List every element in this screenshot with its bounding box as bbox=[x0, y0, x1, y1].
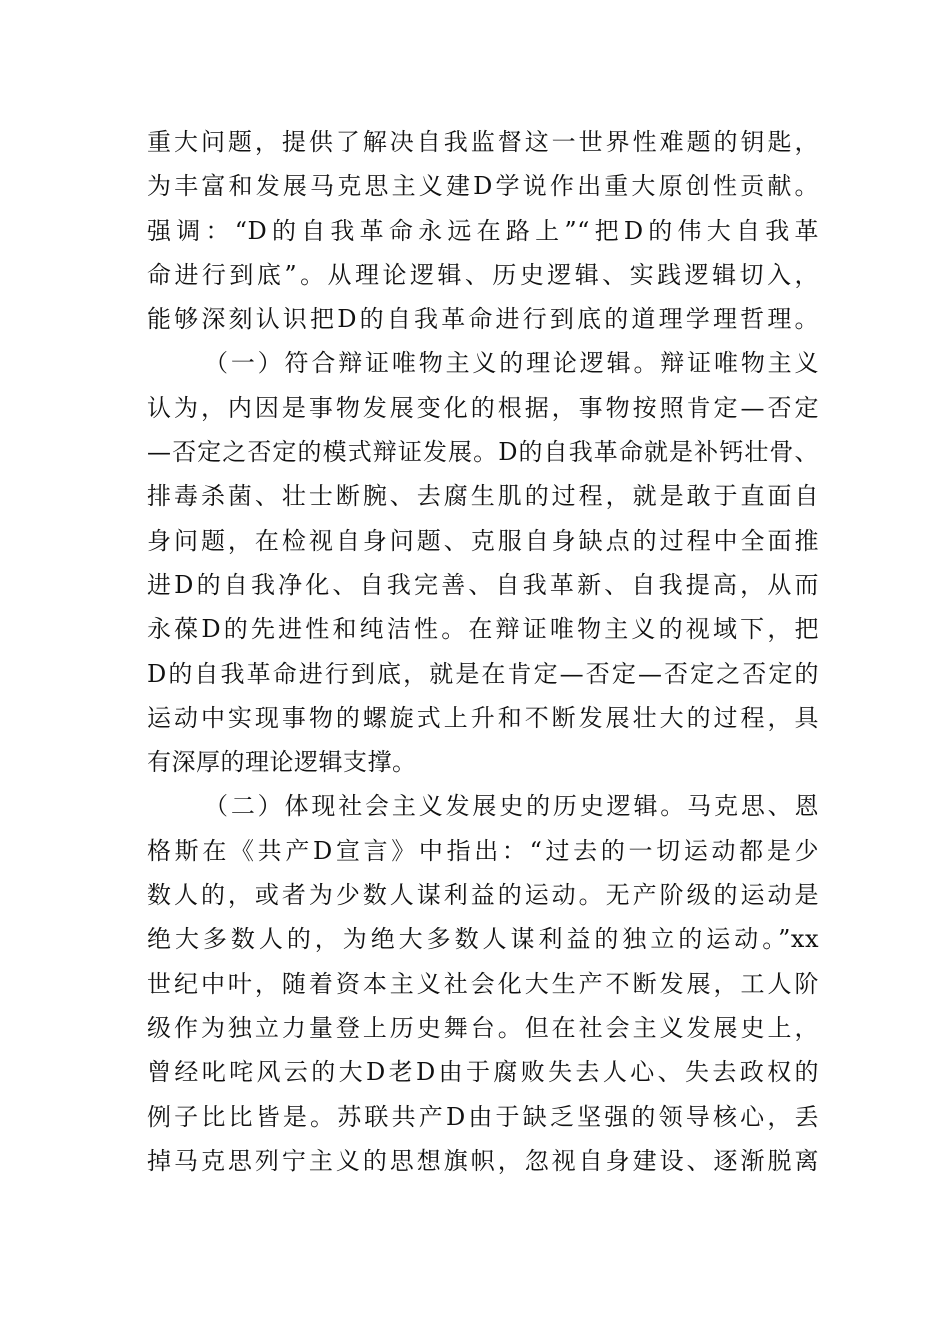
text-line: 世纪中叶，随着资本主义社会化大生产不断发展，工人阶 bbox=[147, 969, 819, 998]
paragraph-2-heading-line: （二）体现社会主义发展史的历史逻辑。马克思、恩 bbox=[204, 792, 819, 821]
text-line: 进D的自我净化、自我完善、自我革新、自我提高，从而 bbox=[147, 570, 819, 599]
body-text bbox=[147, 120, 819, 1183]
text-line: 命进行到底”。从理论逻辑、历史逻辑、实践逻辑切入， bbox=[147, 260, 819, 289]
text-line: D的自我革命进行到底，就是在肯定—否定—否定之否定的 bbox=[147, 659, 819, 688]
text-line: 例子比比皆是。苏联共产D由于缺乏坚强的领导核心，丢 bbox=[147, 1102, 819, 1131]
text-line: 数人的，或者为少数人谋利益的运动。无产阶级的运动是 bbox=[147, 881, 819, 910]
paragraph-1-heading-line: （一）符合辩证唯物主义的理论逻辑。辩证唯物主义 bbox=[204, 349, 819, 378]
text-line: 级作为独立力量登上历史舞台。但在社会主义发展史上， bbox=[147, 1013, 819, 1042]
text-line: 有深厚的理论逻辑支撑。 bbox=[147, 748, 417, 777]
text-line: 格斯在《共产D宣言》中指出：“过去的一切运动都是少 bbox=[147, 836, 819, 865]
text-line: 强调：“D的自我革命永远在路上”“把D的伟大自我革 bbox=[147, 216, 819, 245]
text-line: 掉马克思列宁主义的思想旗帜，忽视自身建设、逐渐脱离 bbox=[147, 1146, 819, 1175]
text-line: 运动中实现事物的螺旋式上升和不断发展壮大的过程，具 bbox=[147, 703, 819, 732]
text-line: 曾经叱咤风云的大D老D由于腐败失去人心、失去政权的 bbox=[147, 1058, 819, 1087]
text-line: 重大问题，提供了解决自我监督这一世界性难题的钥匙， bbox=[147, 128, 819, 156]
text-line: 永葆D的先进性和纯洁性。在辩证唯物主义的视域下，把 bbox=[147, 615, 819, 644]
text-line: 为丰富和发展马克思主义建D学说作出重大原创性贡献。 bbox=[147, 172, 819, 201]
text-line: 绝大多数人的，为绝大多数人谋利益的独立的运动。”xx bbox=[147, 925, 819, 954]
text-line: —否定之否定的模式辩证发展。D的自我革命就是补钙壮骨、 bbox=[147, 438, 819, 467]
text-line: 认为，内因是事物发展变化的根据，事物按照肯定—否定 bbox=[147, 393, 819, 422]
text-line: 排毒杀菌、壮士断腕、去腐生肌的过程，就是敢于直面自 bbox=[147, 482, 819, 511]
text-line: 能够深刻认识把D的自我革命进行到底的道理学理哲理。 bbox=[147, 305, 819, 334]
text-line: 身问题，在检视自身问题、克服自身缺点的过程中全面推 bbox=[147, 526, 819, 555]
